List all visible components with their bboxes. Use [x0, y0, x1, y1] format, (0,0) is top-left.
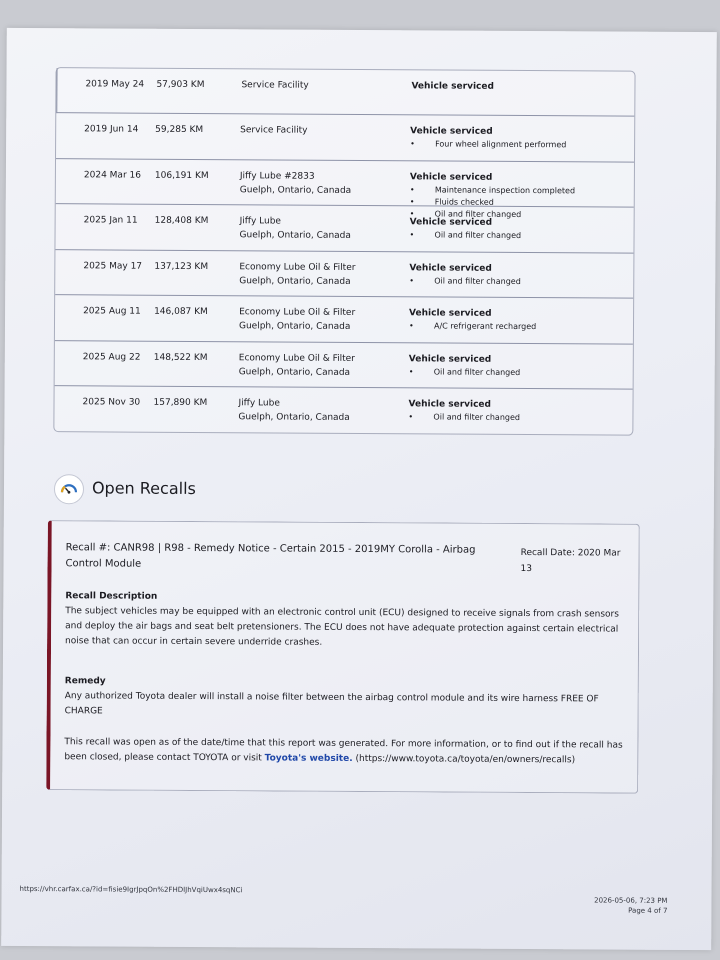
record-details-list: [410, 229, 630, 242]
record-odometer: 157,890 KM: [153, 397, 208, 409]
record-odometer: 128,408 KM: [154, 215, 209, 227]
record-source-name: Service Facility: [241, 80, 309, 91]
record-detail-text: Maintenance inspection completed: [434, 184, 576, 195]
footer-datetime: 2026-05-06, 7:23 PM: [594, 896, 668, 905]
service-record-row: [55, 204, 633, 253]
footer-page-number: Page 4 of 7: [628, 906, 668, 915]
recall-url-text: (https://www.toyota.ca/toyota/en/owners/recalls): [352, 753, 576, 766]
recall-note: [64, 735, 629, 768]
service-record-row: [55, 341, 633, 390]
record-date: 2025 Aug 22: [82, 351, 141, 363]
recall-heading: Recall #: CANR98 | R98 - Remedy Notice - Certain 2015 - 2019MY Corolla - Airbag Control Module: [65, 542, 476, 570]
record-detail-text: Four wheel alignment performed: [435, 139, 567, 150]
record-date: 2025 Jan 11: [83, 215, 138, 226]
record-details-list: [408, 411, 628, 424]
record-date: 2019 Jun 14: [84, 124, 139, 135]
record-detail-text: A/C refrigerant recharged: [433, 321, 537, 332]
open-recalls-title: Open Recalls: [91, 478, 196, 499]
record-source: [239, 305, 399, 334]
record-description: [410, 124, 630, 151]
record-details-list: [410, 138, 630, 151]
record-description-title: Vehicle serviced: [410, 126, 493, 137]
service-record-row: [54, 386, 632, 434]
recall-description-section: [65, 589, 630, 652]
record-description-title: Vehicle serviced: [408, 353, 492, 365]
service-record-row: [55, 295, 633, 344]
service-history-table: [53, 67, 635, 435]
record-source: [241, 78, 401, 93]
record-source-location: Guelph, Ontario, Canada: [239, 275, 351, 287]
record-odometer: 59,285 KM: [155, 124, 204, 136]
recall-description-text: The subject vehicles may be equipped with an electronic control unit (ECU) designed to receive signals from crash sensors and deploy the air bags and seat belt pretensioners. The ECU does not have adequate protection against certain electrical noise that can occur in certain severe underride crashes.: [65, 606, 619, 648]
record-odometer: 146,087 KM: [154, 306, 208, 318]
report-page: [1, 28, 717, 950]
recall-note-text: This recall was open as of the date/time that this report was generated. For more information, or to find out if the recall has been closed, please contact TOYOTA or visit: [64, 737, 623, 764]
record-detail-item: [410, 138, 630, 151]
record-detail-text: Oil and filter changed: [434, 275, 521, 286]
service-record-row: [55, 250, 633, 299]
record-source: [240, 123, 400, 138]
record-date: 2025 May 17: [83, 260, 143, 272]
footer-url: https://vhr.carfax.ca/?id=fisie9IgrJpqOn%2FHDIJhVqiUwx4sqNCi: [19, 884, 243, 895]
record-description: [408, 397, 628, 424]
record-description: [410, 215, 630, 242]
record-detail-item: [408, 411, 628, 424]
record-odometer: 106,191 KM: [154, 170, 209, 181]
record-detail-text: Oil and filter changed: [434, 208, 522, 219]
record-description: [409, 261, 629, 288]
record-details-list: [409, 275, 629, 288]
record-description: [409, 352, 629, 379]
recall-remedy-section: [65, 674, 630, 722]
record-description: [411, 79, 631, 94]
record-date: 2024 Mar 16: [83, 169, 142, 181]
record-odometer: 148,522 KM: [153, 352, 208, 363]
record-source-location: Guelph, Ontario, Canada: [238, 412, 350, 423]
record-details-list: [409, 366, 629, 379]
recall-date: Recall Date: 2020 Mar 13: [520, 547, 621, 575]
record-detail-text: Oil and filter changed: [433, 366, 521, 377]
record-source-name: Economy Lube Oil & Filter: [239, 261, 356, 273]
service-record-row: [56, 68, 634, 117]
record-description-title: Vehicle serviced: [409, 171, 493, 183]
record-source: [238, 396, 398, 425]
record-source: [240, 214, 400, 243]
service-record-row: [56, 113, 634, 162]
recall-description-label: Recall Description: [65, 591, 158, 602]
record-source: [239, 260, 399, 289]
record-detail-item: [409, 320, 629, 333]
record-date: 2019 May 24: [85, 79, 145, 90]
recall-card: [46, 520, 640, 794]
record-source: [239, 351, 399, 380]
record-date: 2025 Nov 30: [82, 397, 141, 408]
recall-remedy-text: Any authorized Toyota dealer will install a noise filter between the airbag control module and its wire harness FREE OF CHARGE: [64, 691, 599, 717]
record-source-name: Jiffy Lube: [239, 216, 282, 227]
record-details-list: [409, 320, 629, 333]
record-detail-item: [409, 275, 629, 288]
record-source-location: Guelph, Ontario, Canada: [238, 321, 351, 332]
record-source-name: Jiffy Lube: [238, 398, 280, 409]
record-source-name: Service Facility: [240, 125, 308, 136]
record-date: 2025 Aug 11: [83, 306, 141, 317]
record-source-name: Economy Lube Oil & Filter: [239, 307, 356, 318]
record-detail-text: Oil and filter changed: [433, 412, 521, 422]
record-description-title: Vehicle serviced: [411, 81, 494, 92]
record-odometer: 137,123 KM: [154, 261, 209, 272]
record-source-name: Jiffy Lube #2833: [239, 170, 315, 182]
record-source-name: Economy Lube Oil & Filter: [238, 352, 355, 364]
record-detail-item: [409, 366, 629, 379]
record-description: [409, 306, 629, 333]
record-detail-text: Fluids checked: [434, 196, 494, 207]
recall-gauge-icon: [54, 474, 84, 504]
record-odometer: 57,903 KM: [156, 79, 205, 91]
toyota-website-link[interactable]: Toyota's website.: [264, 753, 353, 764]
service-record-row: [56, 159, 634, 219]
recall-remedy-label: Remedy: [64, 676, 106, 687]
record-description-title: Vehicle serviced: [409, 262, 492, 274]
record-detail-text: Oil and filter changed: [434, 230, 522, 240]
record-source: [240, 169, 400, 198]
record-source-location: Guelph, Ontario, Canada: [238, 366, 351, 378]
record-description-title: Vehicle serviced: [409, 217, 493, 228]
record-source-location: Guelph, Ontario, Canada: [239, 230, 351, 241]
footer-meta: [567, 895, 667, 916]
record-description-title: Vehicle serviced: [408, 399, 492, 410]
record-source-location: Guelph, Ontario, Canada: [239, 184, 352, 196]
record-detail-item: [410, 229, 630, 242]
record-description-title: Vehicle serviced: [409, 308, 492, 319]
